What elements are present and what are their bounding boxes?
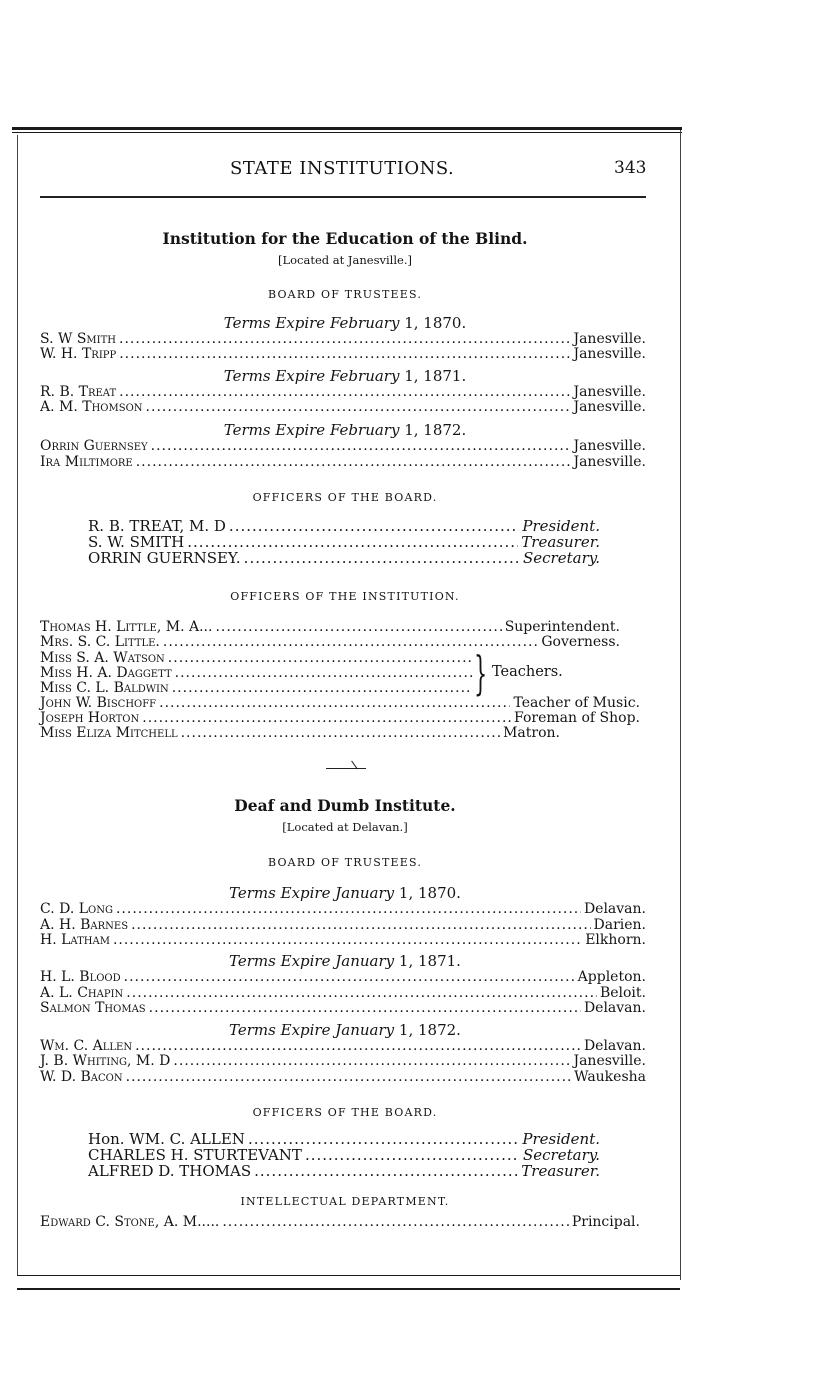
staff-row: Miss Eliza Mitchell ..... Matron.: [40, 725, 560, 741]
deaf-officers-board-heading: OFFICERS OF THE BOARD.: [252, 1106, 438, 1119]
trustee-row: A. H. Barnes ..... Darien.: [40, 917, 646, 933]
blind-terms-1870: Terms Expire February 1, 1870.: [223, 314, 467, 332]
trustee-row: Wm. C. Allen ..... Delavan.: [40, 1038, 646, 1054]
frame-rule-top-thin: [12, 132, 682, 133]
staff-row: Mrs. S. C. Little. ..... Governess.: [40, 634, 620, 650]
trustee-row: Orrin Guernsey ..... Janesville.: [40, 438, 646, 454]
trustee-row: C. D. Long ..... Delavan.: [40, 901, 646, 917]
frame-rule-left: [17, 135, 18, 1275]
trustee-row: H. L. Blood ..... Appleton.: [40, 969, 646, 985]
officer-row: S. W. SMITH ..... Treasurer.: [88, 534, 600, 550]
trustee-row: H. Latham ..... Elkhorn.: [40, 932, 646, 948]
deaf-terms-1870: Terms Expire January 1, 1870.: [229, 884, 461, 902]
staff-row: John W. Bischoff ..... Teacher of Music.: [40, 695, 640, 711]
brace-symbol: }: [474, 646, 488, 700]
trustee-row: Ira Miltimore ..... Janesville.: [40, 454, 646, 470]
blind-board-heading: BOARD OF TRUSTEES.: [267, 288, 423, 301]
staff-row: Miss S. A. Watson .....: [40, 650, 476, 666]
deaf-board-heading: BOARD OF TRUSTEES.: [267, 856, 423, 869]
trustee-row: W. D. Bacon ..... Waukesha: [40, 1069, 646, 1085]
blind-officers-inst-heading: OFFICERS OF THE INSTITUTION.: [230, 590, 460, 603]
frame-rule-bottom-thin: [17, 1275, 680, 1276]
officer-row: R. B. TREAT, M. D ..... President.: [88, 518, 600, 534]
running-title: STATE INSTITUTIONS.: [230, 158, 455, 179]
officer-row: ALFRED D. THOMAS ..... Treasurer.: [88, 1163, 600, 1179]
officer-row: Hon. WM. C. ALLEN ..... President.: [88, 1131, 600, 1147]
deaf-terms-1872: Terms Expire January 1, 1872.: [229, 1021, 461, 1039]
frame-rule-bottom: [17, 1288, 680, 1290]
deaf-terms-1871: Terms Expire January 1, 1871.: [229, 952, 461, 970]
blind-terms-1872: Terms Expire February 1, 1872.: [223, 421, 467, 439]
deaf-located: [Located at Delavan.]: [282, 820, 408, 834]
trustee-row: A. L. Chapin ..... Beloit.: [40, 985, 646, 1001]
officer-row: ORRIN GUERNSEY. ..... Secretary.: [88, 550, 600, 566]
blind-title: Institution for the Education of the Blind.: [162, 229, 528, 248]
blind-terms-1871: Terms Expire February 1, 1871.: [223, 367, 467, 385]
teachers-label: Teachers.: [492, 664, 563, 680]
deaf-title: Deaf and Dumb Institute.: [234, 796, 456, 815]
section-separator: [326, 768, 366, 769]
trustee-row: R. B. Treat ..... Janesville.: [40, 384, 646, 400]
trustee-row: A. M. Thomson ..... Janesville.: [40, 399, 646, 415]
staff-row: Miss H. A. Daggett .....: [40, 665, 476, 681]
staff-row: Edward C. Stone, A. M..... ..... Principal.: [40, 1214, 640, 1230]
staff-row: Miss C. L. Baldwin .....: [40, 680, 476, 696]
trustee-row: W. H. Tripp ..... Janesville.: [40, 346, 646, 362]
blind-officers-board-heading: OFFICERS OF THE BOARD.: [252, 491, 438, 504]
trustee-row: Salmon Thomas ..... Delavan.: [40, 1000, 646, 1016]
trustee-row: S. W Smith ..... Janesville.: [40, 331, 646, 347]
page-number: 343: [614, 158, 647, 178]
trustee-row: J. B. Whiting, M. D ..... Janesville.: [40, 1053, 646, 1069]
intellectual-heading: INTELLECTUAL DEPARTMENT.: [240, 1195, 450, 1208]
officer-row: CHARLES H. STURTEVANT ..... Secretary.: [88, 1147, 600, 1163]
frame-rule-top: [12, 127, 682, 130]
blind-located: [Located at Janesville.]: [278, 253, 412, 267]
staff-row: Thomas H. Little, M. A... ..... Superintendent.: [40, 619, 620, 635]
head-rule: [40, 196, 646, 198]
staff-row: Joseph Horton ..... Foreman of Shop.: [40, 710, 640, 726]
